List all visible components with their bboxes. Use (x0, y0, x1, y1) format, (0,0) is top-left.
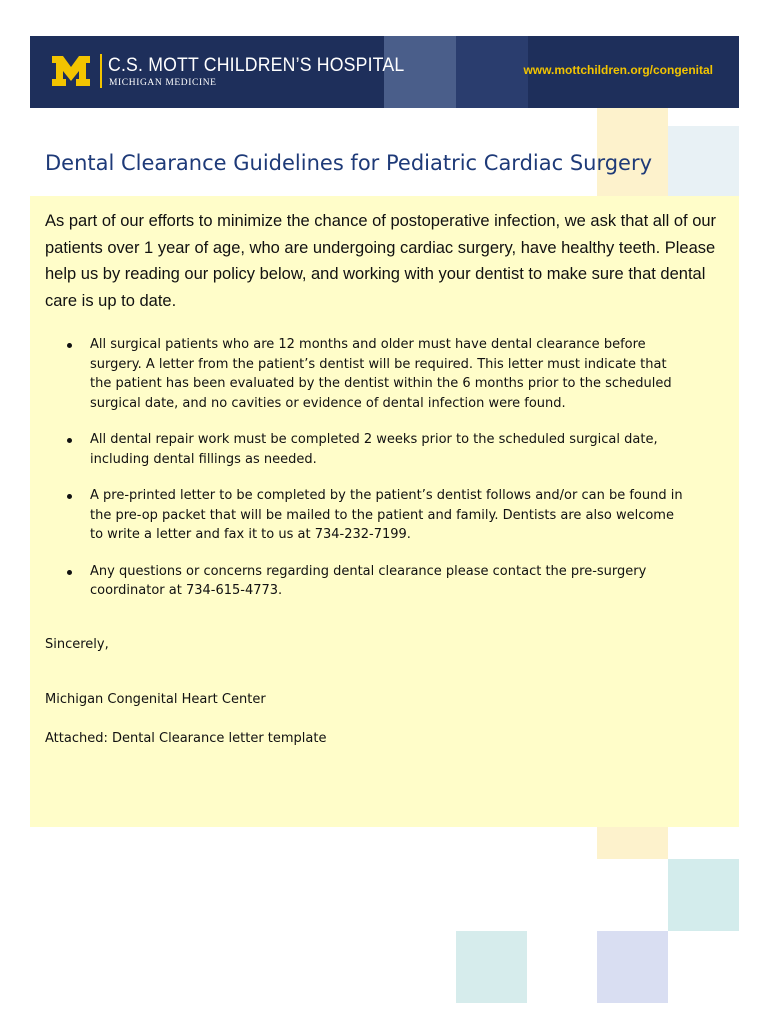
hospital-name: C.S. MOTT CHILDREN’S HOSPITAL (108, 55, 405, 76)
institution-name: MICHIGAN MEDICINE (109, 78, 217, 88)
decorative-square (597, 827, 668, 859)
bullet-icon (67, 494, 72, 499)
university-m-logo-icon (52, 56, 90, 86)
signer-name: Michigan Congenital Heart Center (45, 692, 266, 707)
list-item (45, 430, 685, 469)
list-item-text: Any questions or concerns regarding dental clearance please contact the pre-surgery coordinator at 734-615-4773. (90, 563, 647, 598)
bullet-icon (67, 570, 72, 575)
attachment-note: Attached: Dental Clearance letter template (45, 731, 327, 746)
decorative-square (668, 859, 739, 931)
list-item (45, 335, 685, 413)
page-title: Dental Clearance Guidelines for Pediatric Cardiac Surgery (45, 151, 653, 175)
list-item-text: All surgical patients who are 12 months and older must have dental clearance before surgery. A letter from the patient’s dentist will be required. This letter must indicate that the patient has been evaluated by the dentist within the 6 months prior to the scheduled surgical date, and no cavities or evidence of dental infection were found. (90, 337, 672, 411)
list-item-text: All dental repair work must be completed 2 weeks prior to the scheduled surgical date, including dental fillings as needed. (90, 432, 658, 467)
decorative-square (668, 126, 739, 196)
list-item-text: A pre-printed letter to be completed by the patient’s dentist follows and/or can be found in the pre-op packet that will be mailed to the patient and family. Dentists are also welcome to write a letter and fax it to us at 734-232-7199. (90, 488, 683, 542)
guidelines-list (45, 335, 685, 618)
website-link[interactable]: www.mottchildren.org/congenital (523, 63, 713, 77)
list-item (45, 562, 685, 601)
bullet-icon (67, 343, 72, 348)
intro-paragraph: As part of our efforts to minimize the chance of postoperative infection, we ask that all of our patients over 1 year of age, who are undergoing cardiac surgery, have healthy teeth. Please help us by reading our policy below, and working with your dentist to make sure that dental care is up to date. (45, 212, 717, 310)
closing-salutation: Sincerely, (45, 637, 109, 652)
decorative-square (597, 931, 668, 1003)
logo-divider (100, 54, 102, 88)
bullet-icon (67, 438, 72, 443)
decorative-square (456, 36, 528, 108)
header-banner (30, 36, 739, 108)
list-item (45, 486, 685, 545)
decorative-square (456, 931, 527, 1003)
